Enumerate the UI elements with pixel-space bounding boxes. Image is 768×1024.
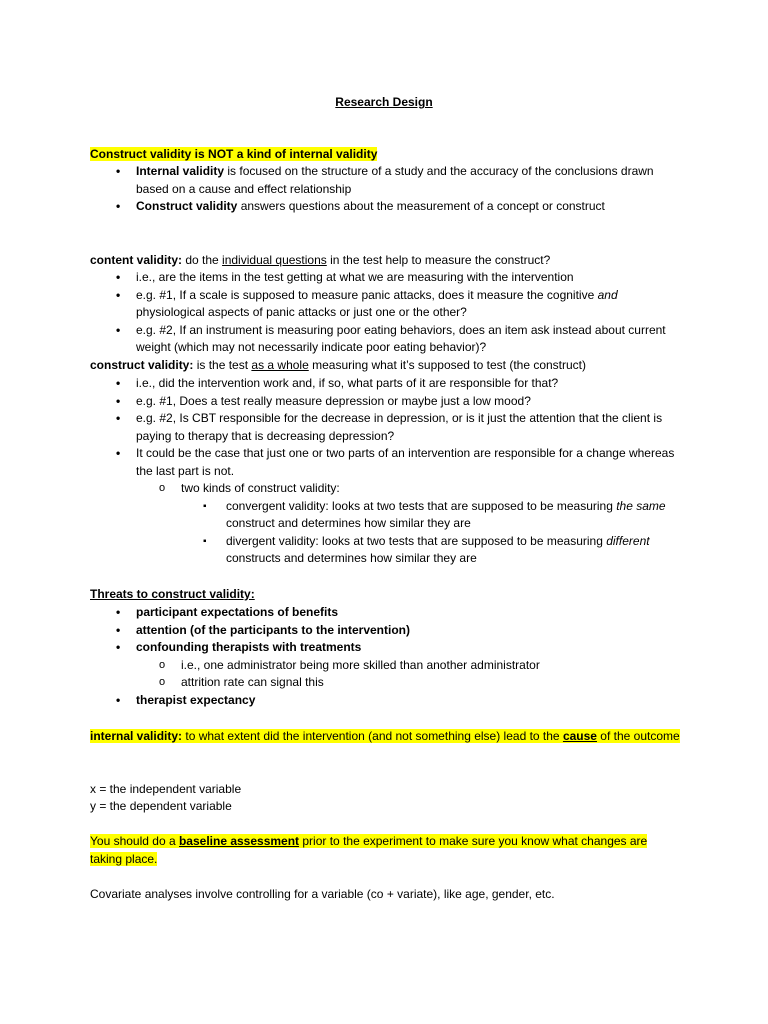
list-item: • Construct validity answers questions about the measurement of a concept or construct xyxy=(0,198,681,216)
list-item: • therapist expectancy xyxy=(0,692,681,710)
covariate-note: Covariate analyses involve controlling for a variable (co + variate), like age, gender, etc. xyxy=(90,887,555,901)
content-validity-definition: content validity: do the individual questions in the test help to measure the construct? xyxy=(90,253,551,267)
dependent-variable-line: y = the dependent variable xyxy=(90,799,232,813)
baseline-assessment-note: You should do a baseline assessment prior to the experiment to make sure you know what changes are taking place. xyxy=(90,834,648,866)
sub-list-item: o i.e., one administrator being more skilled than another administrator xyxy=(0,657,681,675)
threats-heading: Threats to construct validity: xyxy=(90,587,255,601)
list-item: • i.e., are the items in the test getting at what we are measuring with the intervention xyxy=(0,269,681,287)
sub-sub-list-item: ▪ convergent validity: looks at two tests that are supposed to be measuring the same construct and determines how similar they are xyxy=(0,498,681,533)
list-item: • It could be the case that just one or two parts of an intervention are responsible for a change whereas the last part is not. xyxy=(0,445,681,480)
sub-list-item: o attrition rate can signal this xyxy=(0,674,681,692)
threats-list xyxy=(0,604,768,709)
list-item: • participant expectations of benefits xyxy=(0,604,681,622)
list-item: • e.g. #2, If an instrument is measuring poor eating behaviors, does an item ask instead about current weight (which may not necessarily indicate poor eating behavior)? xyxy=(0,322,681,357)
construct-not-internal-heading: Construct validity is NOT a kind of internal validity xyxy=(90,147,378,161)
list-item: • e.g. #1, If a scale is supposed to measure panic attacks, does it measure the cognitive and physiological aspects of panic attacks or just one or the other? xyxy=(0,287,681,322)
construct-validity-list xyxy=(0,375,768,568)
list-item: • e.g. #1, Does a test really measure depression or maybe just a low mood? xyxy=(0,393,681,411)
list-item: • Internal validity is focused on the structure of a study and the accuracy of the conclusions drawn based on a cause and effect relationship xyxy=(0,163,681,198)
list-item: • e.g. #2, Is CBT responsible for the decrease in depression, or is it just the attention that the client is paying to therapy that is decreasing depression? xyxy=(0,410,681,445)
sub-sub-list-item: ▪ divergent validity: looks at two tests that are supposed to be measuring different constructs and determines how similar they are xyxy=(0,533,681,568)
content-validity-list xyxy=(0,269,768,357)
list-item: • confounding therapists with treatments xyxy=(0,639,681,657)
list-item: • attention (of the participants to the intervention) xyxy=(0,622,681,640)
construct-validity-definition: construct validity: is the test as a whole measuring what it’s supposed to test (the construct) xyxy=(90,358,587,372)
construct-not-internal-list xyxy=(0,163,768,216)
sub-list-item: o two kinds of construct validity: xyxy=(0,480,681,498)
internal-validity-definition: internal validity: to what extent did the intervention (and not something else) lead to the cause of the outcome xyxy=(90,729,680,743)
page-title: Research Design xyxy=(335,95,433,109)
list-item: • i.e., did the intervention work and, if so, what parts of it are responsible for that? xyxy=(0,375,681,393)
independent-variable-line: x = the independent variable xyxy=(90,782,242,796)
